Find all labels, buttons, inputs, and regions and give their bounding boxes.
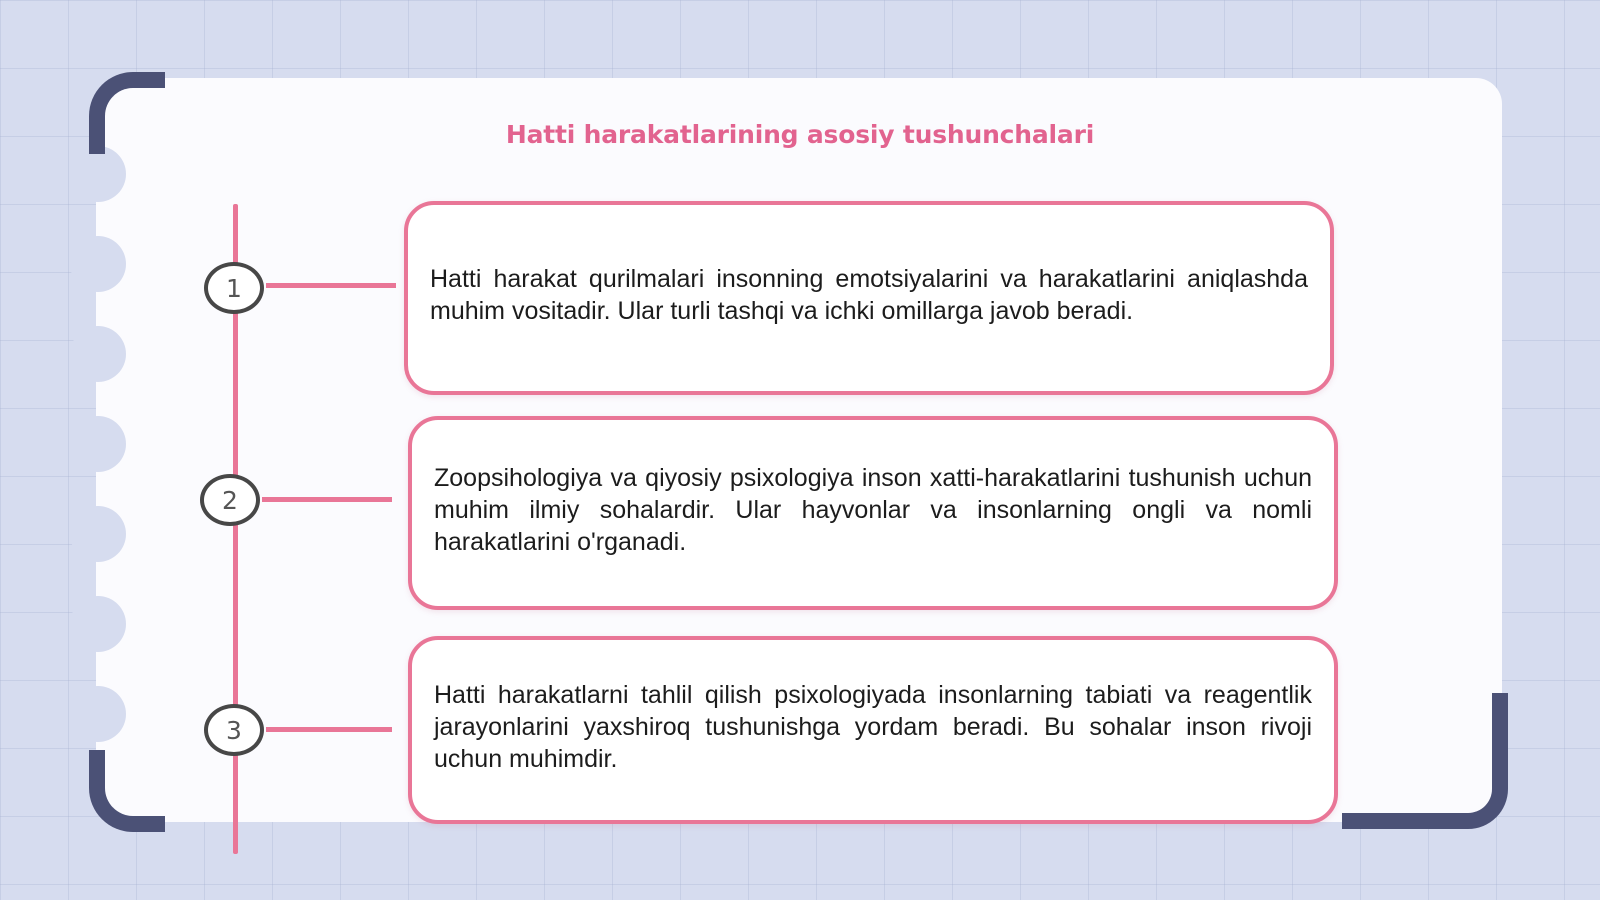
step-number-1: 1	[204, 262, 264, 314]
content-box-3	[408, 636, 1338, 824]
content-box-2	[408, 416, 1338, 610]
scallop-decoration	[70, 146, 126, 202]
scallop-decoration	[70, 596, 126, 652]
timeline-connector	[266, 727, 392, 732]
content-box-1	[404, 201, 1334, 395]
timeline-connector	[262, 497, 392, 502]
scallop-decoration	[70, 236, 126, 292]
scallop-decoration	[70, 686, 126, 742]
scallop-decoration	[70, 326, 126, 382]
corner-bracket-bottom-right	[1342, 693, 1508, 829]
step-number-3: 3	[204, 704, 264, 756]
scallop-decoration	[70, 506, 126, 562]
slide-title: Hatti harakatlarining asosiy tushunchalari	[505, 120, 1095, 149]
scallop-decoration	[70, 416, 126, 472]
timeline-connector	[266, 283, 396, 288]
step-number-2: 2	[200, 474, 260, 526]
corner-bracket-top-left	[89, 72, 165, 154]
content-text-3: Hatti harakatlarni tahlil qilish psixologiyada insonlarning tabiati va reagentlik jarayonlarini yaxshiroq tushunishga yordam beradi. Bu sohalar inson rivoji uchun muhimdir.	[434, 681, 1312, 773]
content-text-2: Zoopsihologiya va qiyosiy psixologiya inson xatti-harakatlarini tushunish uchun muhim ilmiy sohalardir. Ular hayvonlar va insonlarning ongli va nomli harakatlarini o'rganadi.	[434, 464, 1312, 556]
corner-bracket-bottom-left	[89, 750, 165, 832]
content-text-1: Hatti harakat qurilmalari insonning emotsiyalarini va harakatlarini aniqlashda muhim vositadir. Ular turli tashqi va ichki omillarga javob beradi.	[430, 265, 1308, 325]
